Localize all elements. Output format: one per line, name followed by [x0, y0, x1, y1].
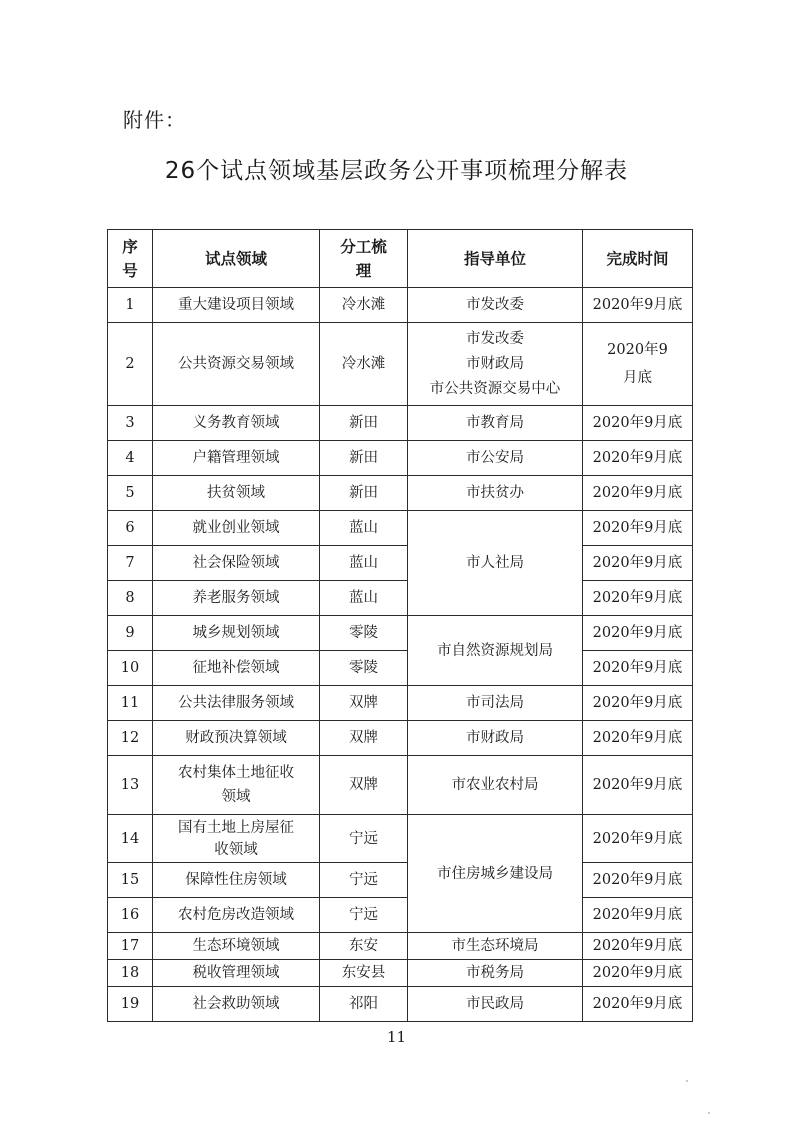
table-row — [108, 863, 693, 898]
cell-assignee: 新田 — [320, 406, 408, 441]
cell-deadline: 2020年9月底 — [583, 441, 693, 476]
table-row — [108, 546, 693, 581]
cell-deadline: 2020年9月底 — [583, 756, 693, 815]
cell-assignee: 双牌 — [320, 721, 408, 756]
cell-no: 19 — [108, 987, 153, 1022]
cell-domain: 户籍管理领域 — [153, 441, 320, 476]
cell-domain: 公共法律服务领域 — [153, 686, 320, 721]
cell-domain: 就业创业领域 — [153, 511, 320, 546]
cell-deadline: 2020年9月底 — [583, 933, 693, 960]
cell-assignee: 蓝山 — [320, 511, 408, 546]
header-row — [108, 230, 693, 288]
table-row — [108, 581, 693, 616]
cell-no: 8 — [108, 581, 153, 616]
cell-deadline: 2020年9月底 — [583, 686, 693, 721]
cell-deadline: 2020年9月底 — [583, 406, 693, 441]
table-row — [108, 511, 693, 546]
cell-domain: 重大建设项目领域 — [153, 288, 320, 323]
table-row — [108, 721, 693, 756]
cell-no: 10 — [108, 651, 153, 686]
cell-deadline: 2020年9月底 — [583, 323, 693, 406]
table-row — [108, 406, 693, 441]
cell-domain: 扶贫领域 — [153, 476, 320, 511]
cell-assignee: 东安县 — [320, 960, 408, 987]
scan-speck — [686, 1080, 688, 1082]
table-row — [108, 288, 693, 323]
cell-domain: 城乡规划领域 — [153, 616, 320, 651]
cell-domain: 征地补偿领域 — [153, 651, 320, 686]
scan-speck — [708, 1112, 710, 1114]
table-row — [108, 756, 693, 815]
cell-no: 1 — [108, 288, 153, 323]
cell-guide: 市发改委 市财政局 市公共资源交易中心 — [408, 323, 583, 406]
col-header-no: 序号 — [108, 230, 153, 288]
table-row — [108, 441, 693, 476]
cell-deadline: 2020年9月底 — [583, 581, 693, 616]
cell-no: 15 — [108, 863, 153, 898]
cell-guide: 市教育局 — [408, 406, 583, 441]
cell-domain: 养老服务领域 — [153, 581, 320, 616]
cell-guide: 市农业农村局 — [408, 756, 583, 815]
cell-assignee: 蓝山 — [320, 581, 408, 616]
cell-assignee: 宁远 — [320, 898, 408, 933]
cell-no: 5 — [108, 476, 153, 511]
cell-no: 13 — [108, 756, 153, 815]
cell-domain: 生态环境领域 — [153, 933, 320, 960]
cell-no: 18 — [108, 960, 153, 987]
cell-no: 16 — [108, 898, 153, 933]
col-header-deadline: 完成时间 — [583, 230, 693, 288]
cell-assignee: 宁远 — [320, 815, 408, 863]
cell-guide: 市财政局 — [408, 721, 583, 756]
cell-assignee: 双牌 — [320, 756, 408, 815]
table-row — [108, 898, 693, 933]
cell-no: 6 — [108, 511, 153, 546]
cell-domain: 义务教育领域 — [153, 406, 320, 441]
cell-deadline: 2020年9月底 — [583, 288, 693, 323]
table-row — [108, 616, 693, 651]
breakdown-table — [107, 229, 693, 1022]
cell-no: 4 — [108, 441, 153, 476]
cell-deadline: 2020年9月底 — [583, 721, 693, 756]
cell-no: 7 — [108, 546, 153, 581]
cell-assignee: 零陵 — [320, 651, 408, 686]
table-row — [108, 651, 693, 686]
col-header-guide: 指导单位 — [408, 230, 583, 288]
cell-assignee: 新田 — [320, 441, 408, 476]
table-row — [108, 686, 693, 721]
cell-deadline: 2020年9月底 — [583, 863, 693, 898]
cell-deadline: 2020年9月底 — [583, 546, 693, 581]
table-row — [108, 323, 693, 406]
cell-no: 11 — [108, 686, 153, 721]
attachment-label: 附件： — [123, 108, 186, 132]
cell-domain: 农村危房改造领域 — [153, 898, 320, 933]
cell-guide: 市扶贫办 — [408, 476, 583, 511]
document-title: 26个试点领域基层政务公开事项梳理分解表 — [164, 158, 629, 184]
table-row — [108, 933, 693, 960]
cell-guide: 市民政局 — [408, 987, 583, 1022]
cell-deadline: 2020年9月底 — [583, 987, 693, 1022]
cell-no: 9 — [108, 616, 153, 651]
cell-deadline: 2020年9月底 — [583, 651, 693, 686]
table-row — [108, 815, 693, 863]
cell-domain: 公共资源交易领域 — [153, 323, 320, 406]
cell-assignee: 冷水滩 — [320, 323, 408, 406]
cell-guide: 市住房城乡建设局 — [408, 815, 583, 933]
cell-no: 2 — [108, 323, 153, 406]
cell-deadline: 2020年9月底 — [583, 616, 693, 651]
cell-assignee: 祁阳 — [320, 987, 408, 1022]
col-header-domain: 试点领域 — [153, 230, 320, 288]
cell-deadline: 2020年9月底 — [583, 476, 693, 511]
cell-domain: 社会救助领域 — [153, 987, 320, 1022]
cell-no: 3 — [108, 406, 153, 441]
cell-assignee: 宁远 — [320, 863, 408, 898]
cell-assignee: 冷水滩 — [320, 288, 408, 323]
table-row — [108, 476, 693, 511]
cell-guide: 市生态环境局 — [408, 933, 583, 960]
cell-guide: 市发改委 — [408, 288, 583, 323]
cell-guide: 市税务局 — [408, 960, 583, 987]
cell-domain: 社会保险领域 — [153, 546, 320, 581]
cell-guide: 市司法局 — [408, 686, 583, 721]
col-header-assignee: 分工梳理 — [320, 230, 408, 288]
cell-domain: 保障性住房领域 — [153, 863, 320, 898]
cell-assignee: 蓝山 — [320, 546, 408, 581]
table-row — [108, 960, 693, 987]
cell-domain: 财政预决算领域 — [153, 721, 320, 756]
cell-assignee: 零陵 — [320, 616, 408, 651]
cell-deadline: 2020年9月底 — [583, 815, 693, 863]
cell-no: 17 — [108, 933, 153, 960]
cell-domain: 农村集体土地征收领域 — [153, 756, 320, 815]
cell-assignee: 东安 — [320, 933, 408, 960]
cell-domain: 国有土地上房屋征收领域 — [153, 815, 320, 863]
cell-guide: 市公安局 — [408, 441, 583, 476]
cell-deadline: 2020年9月底 — [583, 898, 693, 933]
page-number: 11 — [386, 1028, 407, 1046]
cell-deadline: 2020年9月底 — [583, 511, 693, 546]
cell-domain: 税收管理领域 — [153, 960, 320, 987]
cell-deadline: 2020年9月底 — [583, 960, 693, 987]
cell-no: 12 — [108, 721, 153, 756]
cell-guide: 市人社局 — [408, 511, 583, 616]
cell-no: 14 — [108, 815, 153, 863]
cell-assignee: 双牌 — [320, 686, 408, 721]
cell-guide: 市自然资源规划局 — [408, 616, 583, 686]
table-row — [108, 987, 693, 1022]
cell-assignee: 新田 — [320, 476, 408, 511]
